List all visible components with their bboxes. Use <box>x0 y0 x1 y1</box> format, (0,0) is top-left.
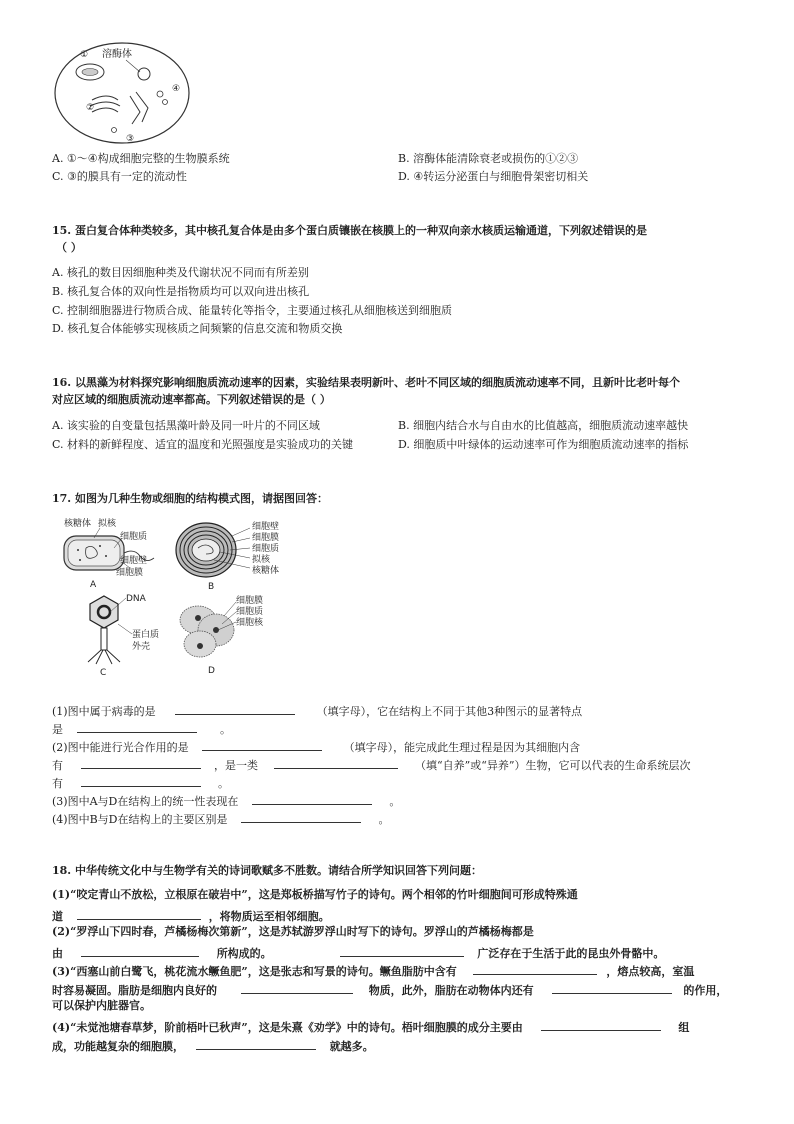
q18-p4-line2: 成，功能越复杂的细胞膜， 就越多。 <box>52 1037 374 1054</box>
fig-d-label-cytoplasm: 细胞质 <box>236 607 264 617</box>
q17-sub1-line1: (1)图中属于病毒的是 （填字母），它在结构上不同于其他3种图示的显著特点 <box>52 702 582 719</box>
figure-label-1: ① <box>80 50 89 60</box>
q17-stem: 17. 如图为几种生物或细胞的结构模式图，请据图回答： <box>52 492 328 505</box>
answer-blank-11[interactable] <box>340 944 464 957</box>
q16-option-a: A. 该实验的自变量包括黑藻叶龄及同一叶片的不同区域 <box>52 419 320 432</box>
q18-p3-line1: (3)“西塞山前白鹭飞，桃花流水鳜鱼肥”，这是张志和写景的诗句。鳜鱼脂肪中含有 ，熔点较高，室温 <box>52 962 694 979</box>
answer-blank-2[interactable] <box>77 720 197 733</box>
answer-blank-13[interactable] <box>241 981 353 994</box>
answer-blank-9[interactable] <box>77 907 201 920</box>
fig-d-letter: D <box>208 666 215 676</box>
q18-stem: 18. 中华传统文化中与生物学有关的诗词歌赋多不胜数。请结合所学知识回答下列问题： <box>52 864 482 877</box>
q17-sub4: (4)图中B与D在结构上的主要区别是 。 <box>52 810 389 827</box>
answer-blank-7[interactable] <box>252 792 372 805</box>
er-shape <box>130 92 148 124</box>
figure-label-2: ② <box>86 103 95 113</box>
q15-stem-line2: （ ） <box>56 241 82 254</box>
answer-blank-4[interactable] <box>81 756 201 769</box>
fig-d-label-nucleus: 细胞核 <box>236 618 264 628</box>
answer-blank-3[interactable] <box>202 738 322 751</box>
answer-blank-15[interactable] <box>541 1018 661 1031</box>
q18-p1-line2: 道 ，将物质运至相邻细胞。 <box>52 907 330 924</box>
q17-sub3: (3)图中A与D在结构上的统一性表现在 。 <box>52 792 400 809</box>
answer-blank-5[interactable] <box>274 756 398 769</box>
q15-option-d: D. 核孔复合体能够实现核质之间频繁的信息交流和物质交换 <box>52 322 343 335</box>
fig-c-label-coat: 外壳 <box>132 642 151 652</box>
fig-b-label-wall: 细胞壁 <box>252 522 280 532</box>
fig-c-label-dna: DNA <box>126 594 146 604</box>
answer-blank-16[interactable] <box>196 1037 316 1050</box>
q18-p2-line2: 由 所构成的。 广泛存在于生活于此的昆虫外骨骼中。 <box>52 944 664 961</box>
q15-stem-line1: 15. 蛋白复合体种类较多，其中核孔复合体是由多个蛋白质镶嵌在核膜上的一种双向亲水核质运输通道，下列叙述错误的是 <box>52 224 647 237</box>
q16-option-d: D. 细胞质中叶绿体的运动速率可作为细胞质流动速率的指标 <box>398 438 689 451</box>
fig-a-label-membrane: 细胞膜 <box>116 568 144 578</box>
fig-d-label-membrane: 细胞膜 <box>236 596 264 606</box>
q18-p1-line1: (1)“咬定青山不放松，立根原在破岩中”，这是郑板桥描写竹子的诗句。两个相邻的竹叶细胞间可形成特殊通 <box>52 888 578 901</box>
q17-sub2-line2: 有 ，是一类 （填“自养”或“异养”）生物，它可以代表的生命系统层次 <box>52 756 691 773</box>
q17-sub1-line2: 是 。 <box>52 720 231 737</box>
figure-c-virus <box>76 594 136 664</box>
q18-p3-line2: 时容易凝固。脂肪是细胞内良好的 物质，此外，脂肪在动物体内还有 的作用， <box>52 981 727 998</box>
fig-a-label-wall: 细胞壁 <box>120 556 148 566</box>
fig-a-letter: A <box>90 580 97 590</box>
q14-option-d: D. ④转运分泌蛋白与细胞骨架密切相关 <box>398 170 589 183</box>
q15-option-a: A. 核孔的数目因细胞种类及代谢状况不同而有所差别 <box>52 266 309 279</box>
answer-blank-6[interactable] <box>81 774 201 787</box>
q16-option-b: B. 细胞内结合水与自由水的比值越高，细胞质流动速率越快 <box>398 419 689 432</box>
q14-option-a: A. ①～④构成细胞完整的生物膜系统 <box>52 152 230 165</box>
q18-p4-line1: (4)“未觉池塘春草梦，阶前梧叶已秋声”，这是朱熹《劝学》中的诗句。梧叶细胞膜的成分主要由 组 <box>52 1018 689 1035</box>
lysosome-shape <box>138 68 150 80</box>
fig-b-letter: B <box>208 582 215 592</box>
q15-option-c: C. 控制细胞器进行物质合成、能量转化等指令，主要通过核孔从细胞核送到细胞质 <box>52 304 453 317</box>
fig-b-label-cytoplasm: 细胞质 <box>252 544 280 554</box>
fig-a-label-cytoplasm: 细胞质 <box>120 532 148 542</box>
fig-b-label-ribosome: 核糖体 <box>252 566 280 576</box>
q14-option-c: C. ③的膜具有一定的流动性 <box>52 170 187 183</box>
answer-blank-10[interactable] <box>81 944 199 957</box>
q16-option-c: C. 材料的新鲜程度、适宜的温度和光照强度是实验成功的关键 <box>52 438 354 451</box>
figure-b-cell <box>174 520 254 580</box>
fig-c-letter: C <box>100 668 107 678</box>
answer-blank-8[interactable] <box>241 810 361 823</box>
figure-label-4: ④ <box>172 84 181 94</box>
fig-b-label-nucleoid: 拟核 <box>252 555 271 565</box>
q14-option-b: B. 溶酶体能清除衰老或损伤的①②③ <box>398 152 579 165</box>
fig-a-label-ribosome: 核糖体 <box>64 519 92 529</box>
q18-p2-line1: (2)“罗浮山下四时春，芦橘杨梅次第新”，这是苏轼游罗浮山时写下的诗句。罗浮山的芦橘杨梅都是 <box>52 925 534 938</box>
figure-label-3: ③ <box>126 134 135 144</box>
answer-blank-12[interactable] <box>473 962 597 975</box>
fig-a-label-nucleoid: 拟核 <box>98 519 117 529</box>
q16-stem-line1: 16. 以黑藻为材料探究影响细胞质流动速率的因素，实验结果表明新叶、老叶不同区域的细胞质流动速率不同，且新叶比老叶每个 <box>52 376 680 389</box>
fig-b-label-membrane: 细胞膜 <box>252 533 280 543</box>
q18-p3-line3: 可以保护内脏器官。 <box>52 999 151 1012</box>
q16-stem-line2: 对应区域的细胞质流动速率都高。下列叙述错误的是（ ） <box>52 393 331 406</box>
q17-sub2-line3: 有 。 <box>52 774 229 791</box>
figure-label-lysosome: 溶酶体 <box>102 49 132 60</box>
golgi-shape <box>90 96 120 112</box>
answer-blank-14[interactable] <box>552 981 672 994</box>
answer-blank-1[interactable] <box>175 702 295 715</box>
fig-c-label-protein: 蛋白质 <box>132 630 160 640</box>
q15-option-b: B. 核孔复合体的双向性是指物质均可以双向进出核孔 <box>52 285 310 298</box>
q17-sub2-line1: (2)图中能进行光合作用的是 （填字母），能完成此生理过程是因为其细胞内含 <box>52 738 580 755</box>
